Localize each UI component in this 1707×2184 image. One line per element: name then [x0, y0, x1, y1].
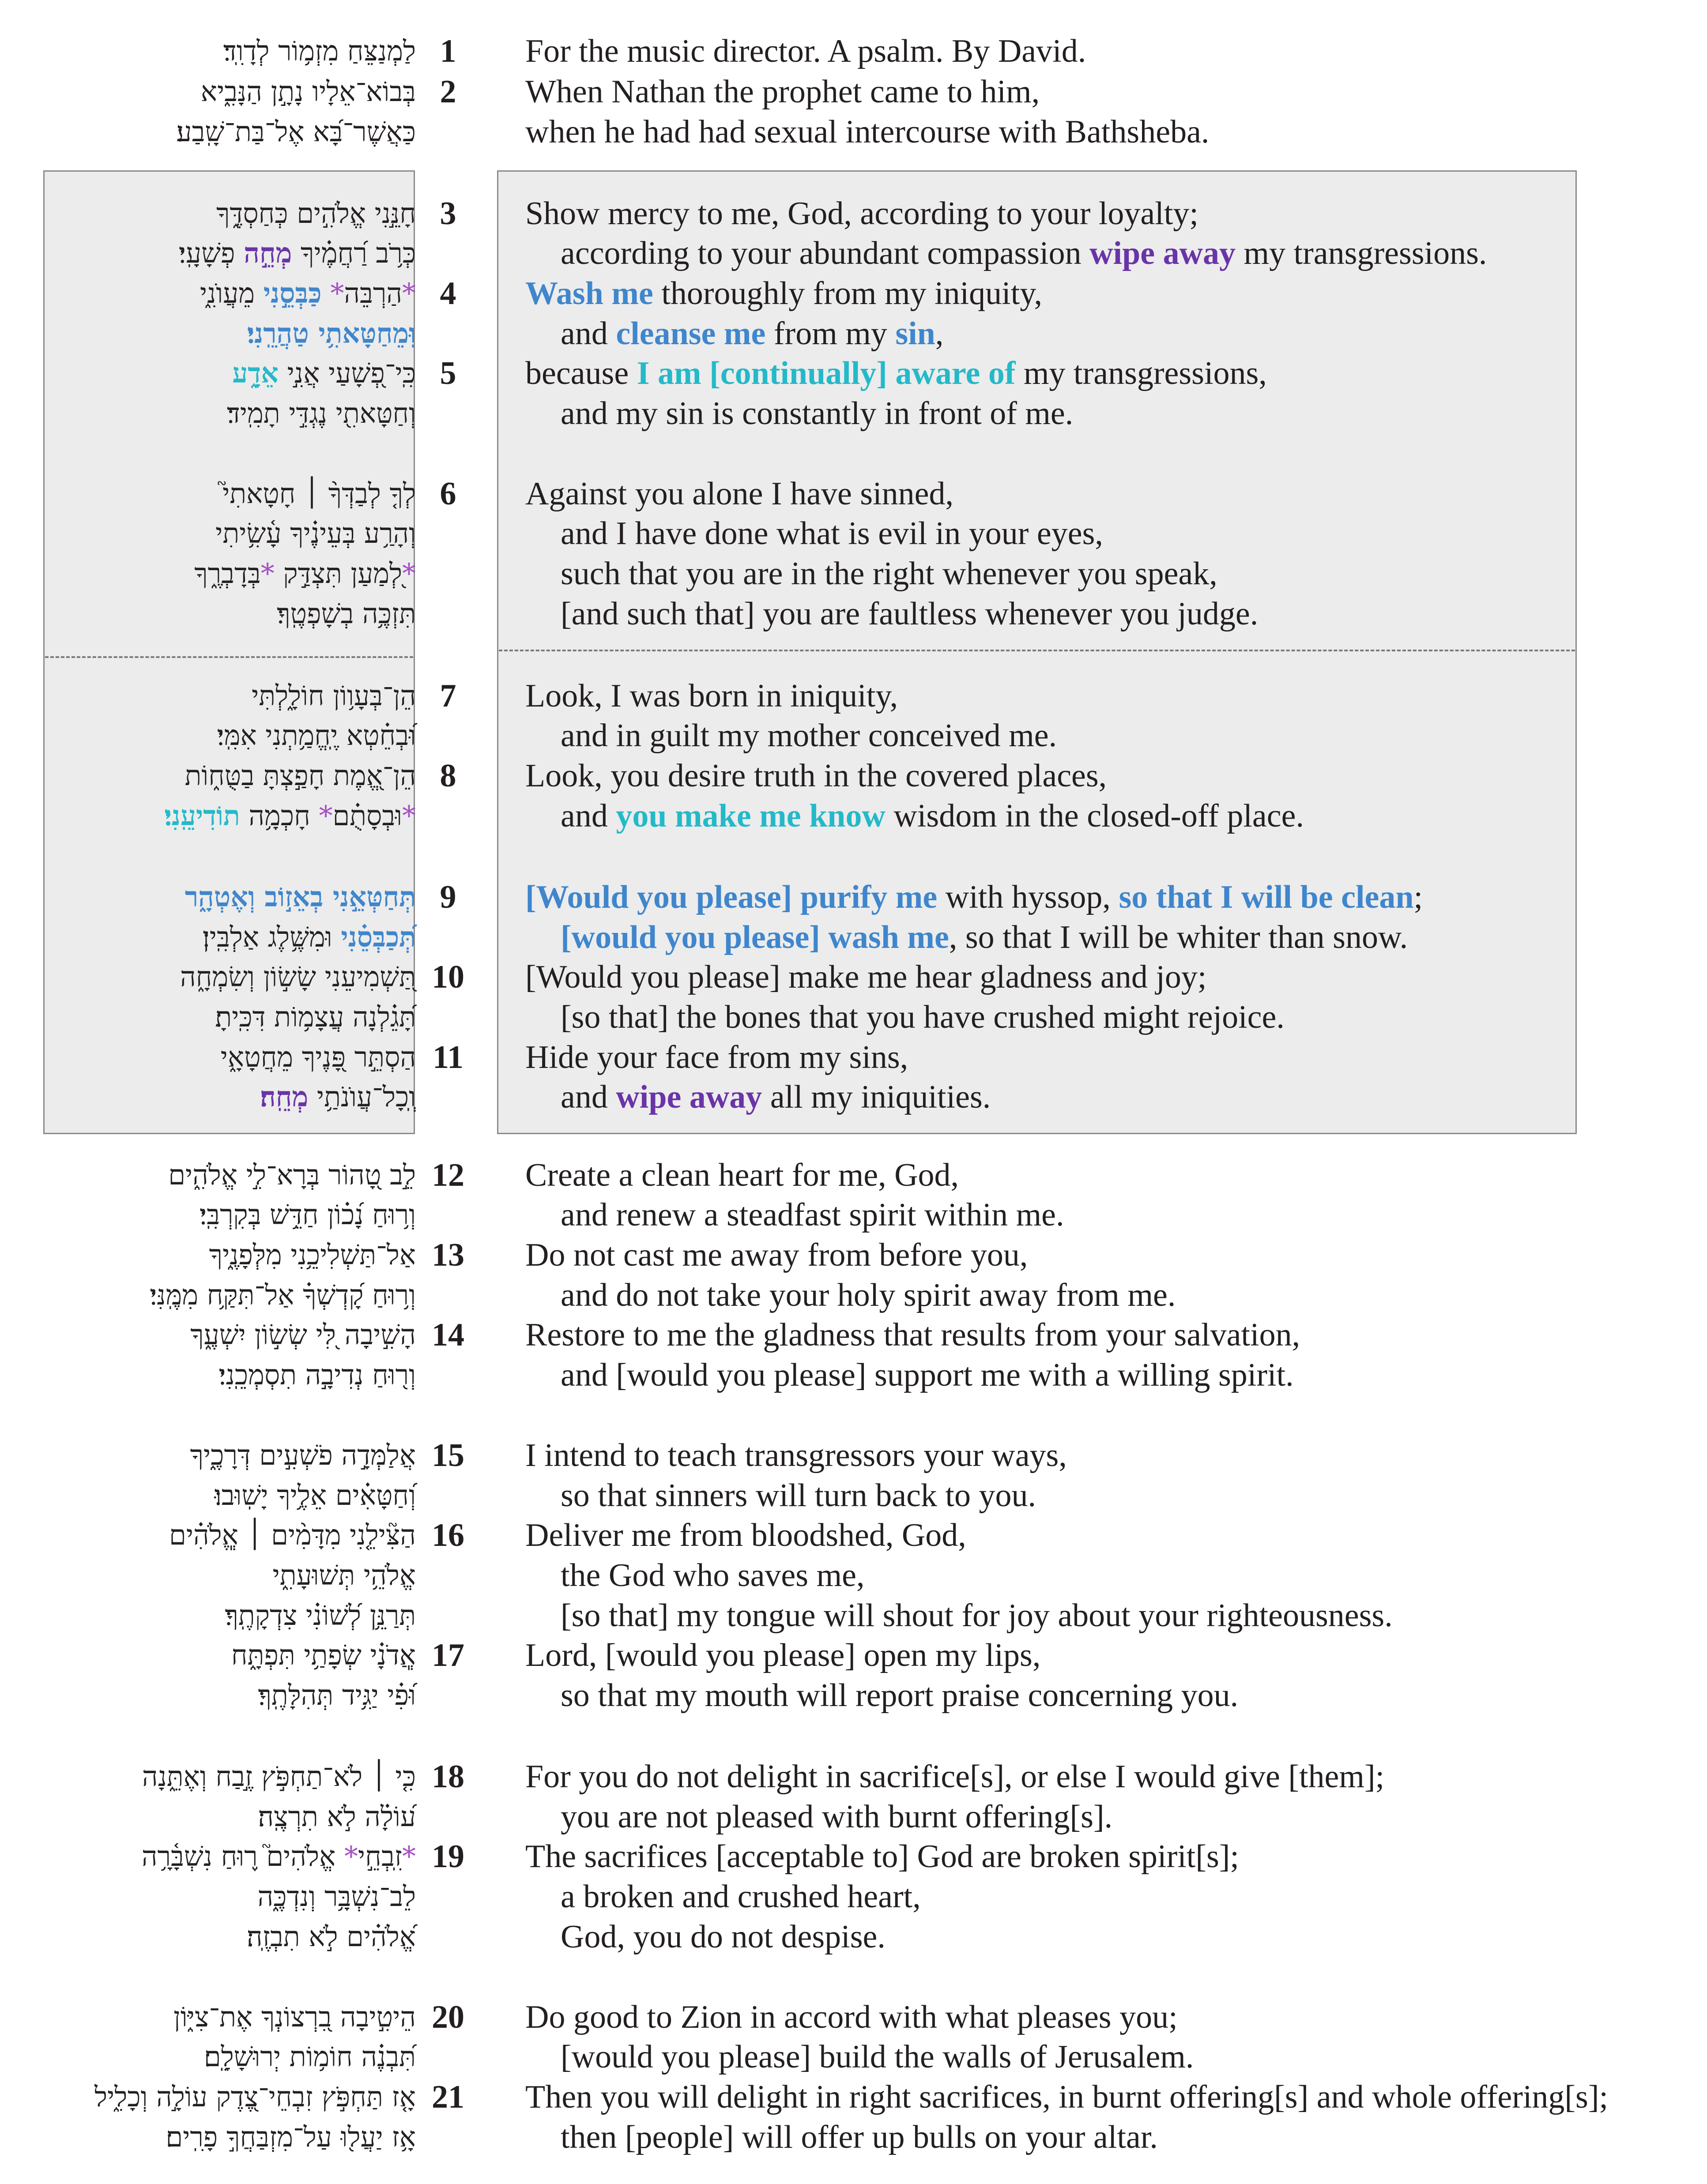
- hebrew-line: [201, 71, 416, 112]
- hebrew-line: [232, 353, 416, 394]
- english-continuation-line: [561, 1555, 864, 1596]
- text-segment: לֵ֣ב טָ֭הוֹר בְּרָא־לִ֣י אֱלֹהִ֑ים: [168, 1159, 416, 1191]
- text-segment: the God who saves me,: [561, 1557, 865, 1594]
- text-segment: תְּרַנֵּ֥ן לְ֝שׁוֹנִ֗י צִדְקָתֶֽךָ׃: [225, 1599, 416, 1631]
- hebrew-line: [190, 1315, 416, 1355]
- text-segment: you are not pleased with burnt offering[s].: [561, 1799, 1113, 1835]
- text-segment: my transgressions.: [1236, 235, 1487, 271]
- text-segment: אָ֥ז יַעֲל֖וּ עַל־מִזְבַּחֲךָ֣ פָרִֽים׃: [166, 2121, 416, 2153]
- text-segment: זִֽבְחֵ֣י: [358, 1840, 402, 1872]
- english-verse-line: [525, 756, 1107, 796]
- english-continuation-line: [561, 796, 1304, 836]
- verse-number: 2: [440, 74, 456, 110]
- english-continuation-line: [561, 594, 1258, 634]
- text-segment: [so that] my tongue will shout for joy about your righteousness.: [561, 1598, 1393, 1634]
- asterisk-marker: *: [330, 277, 344, 309]
- english-verse-line: [525, 676, 898, 716]
- english-verse-line: [525, 2077, 1608, 2117]
- asterisk-marker: *: [344, 1840, 358, 1872]
- text-segment: such that you are in the right whenever you speak,: [561, 556, 1217, 592]
- text-segment: וּמִשֶּׁ֥לֶג אַלְבִּֽין׃: [202, 921, 341, 953]
- text-segment: לְךָ֤ לְבַדְּךָ֨ ׀ חָטָאתִי֮: [222, 477, 416, 510]
- highlighted-text: wipe away: [1089, 235, 1236, 271]
- text-segment: בְּדָבְרֶ֑ךָ: [194, 557, 261, 590]
- text-segment: הַצִּ֘ילֵ֤נִי מִדָּמִ֨ים ׀ אֱֽלֹהִ֗ים: [169, 1519, 416, 1551]
- text-segment: Look, I was born in iniquity,: [525, 678, 898, 714]
- highlighted-text: תְּ֝כַבְּסֵ֗נִי: [341, 921, 416, 953]
- text-segment: Restore to me the gladness that results from your salvation,: [525, 1317, 1300, 1353]
- text-segment: אֱלֹהִים֮ ר֪וּחַ נִשְׁבָּ֫רָ֥ה: [141, 1840, 344, 1872]
- text-segment: so that sinners will turn back to you.: [561, 1477, 1036, 1514]
- text-segment: and in guilt my mother conceived me.: [561, 718, 1057, 754]
- text-segment: so that my mouth will report praise concerning you.: [561, 1677, 1239, 1714]
- verse-number: 10: [432, 959, 464, 995]
- verse-number: 5: [440, 355, 456, 391]
- english-continuation-line: [561, 2117, 1158, 2158]
- text-segment: וְר֥וּחַ קָ֝דְשְׁךָ֗ אַל־תִּקַּ֥ח מִמֶּֽנִּי׃: [150, 1279, 416, 1311]
- text-segment: [Would you please] make me hear gladness and joy;: [525, 959, 1207, 995]
- hebrew-line: [227, 393, 416, 434]
- hebrew-line: [94, 2077, 416, 2117]
- verse-number: 1: [440, 33, 456, 69]
- text-segment: and my sin is constantly in front of me.: [561, 395, 1074, 432]
- verse-number: 6: [440, 476, 456, 512]
- text-segment: all my iniquities.: [762, 1079, 991, 1115]
- highlighted-text: Wash me: [525, 275, 653, 312]
- hebrew-line: [221, 1037, 416, 1078]
- text-segment: [so that] the bones that you have crushed might rejoice.: [561, 999, 1285, 1035]
- text-segment: לַמְנַצֵּחַ מִזְמ֥וֹר לְדָוִֽד׃: [223, 35, 416, 67]
- hebrew-line: [185, 756, 416, 796]
- verse-number: 11: [433, 1039, 463, 1075]
- hebrew-line: [200, 273, 416, 314]
- text-segment: For the music director. A psalm. By David.: [525, 33, 1086, 69]
- highlighted-text: מְחֵ֣ה: [244, 237, 292, 269]
- hebrew-line: [179, 233, 416, 274]
- english-continuation-line: [561, 1675, 1238, 1716]
- hebrew-line: [252, 676, 416, 716]
- english-verse-line: [525, 71, 1040, 112]
- text-segment: Look, you desire truth in the covered places,: [525, 758, 1107, 794]
- text-segment: thoroughly from my iniquity,: [653, 275, 1042, 312]
- text-segment: The sacrifices [acceptable to] God are broken spirit[s];: [525, 1838, 1239, 1875]
- english-continuation-line: [561, 1797, 1112, 1837]
- text-segment: לֵב־נִשְׁבָּ֥ר וְנִדְכֶּ֑ה: [257, 1880, 416, 1913]
- verse-number: 20: [432, 1999, 464, 2035]
- text-segment: וְר֖וּחַ נְדִיבָ֣ה תִסְמְכֵֽנִי׃: [219, 1359, 416, 1391]
- english-continuation-line: [561, 1077, 991, 1117]
- highlighted-text: you make me know: [616, 798, 886, 834]
- highlighted-text: cleanse me: [616, 316, 766, 352]
- english-verse-line: [525, 353, 1267, 394]
- english-verse-line: [525, 31, 1086, 71]
- highlighted-text: [would you please] wash me: [561, 919, 949, 955]
- english-continuation-line: [561, 1917, 886, 1957]
- text-segment: וּ֝פִ֗י יַגִּ֥יד תְּהִלָּתֶֽךָ׃: [258, 1679, 416, 1711]
- english-continuation-line: [561, 513, 1103, 554]
- text-segment: פְשָׁעָֽי׃: [178, 237, 244, 269]
- asterisk-marker: *: [260, 557, 275, 590]
- highlighted-text: so that I will be clean: [1119, 879, 1414, 915]
- highlighted-text: תוֹדִיעֵֽנִי׃: [164, 800, 240, 832]
- text-segment: Do not cast me away from before you,: [525, 1237, 1028, 1273]
- english-verse-line: [525, 877, 1423, 917]
- hebrew-line: [168, 1155, 416, 1195]
- english-verse-line: [525, 1155, 959, 1195]
- english-continuation-line: [561, 1595, 1393, 1636]
- english-continuation-line: [561, 997, 1285, 1037]
- text-segment: לְ֭מַעַן תִּצְדַּ֣ק: [274, 557, 402, 590]
- hebrew-line: [190, 1435, 416, 1476]
- text-segment: and [would you please] support me with a willing spirit.: [561, 1357, 1294, 1393]
- highlighted-text: [Would you please] purify me: [525, 879, 938, 915]
- hebrew-line: [209, 1235, 416, 1275]
- hebrew-line: [194, 553, 416, 594]
- asterisk-marker: *: [402, 557, 416, 590]
- english-continuation-line: [561, 313, 943, 354]
- english-continuation-line: [561, 1275, 1176, 1316]
- text-segment: and renew a steadfast spirit within me.: [561, 1197, 1064, 1233]
- text-segment: I intend to teach transgressors your ways,: [525, 1437, 1067, 1474]
- english-verse-line: [525, 193, 1198, 234]
- verse-number: 18: [432, 1759, 464, 1795]
- verse-number: 15: [432, 1437, 464, 1474]
- hebrew-line: [258, 1797, 416, 1837]
- text-segment: כְּרֹ֥ב רַ֝חֲמֶ֗יךָ: [292, 237, 416, 269]
- hebrew-line: [225, 1595, 416, 1636]
- hebrew-line: [217, 715, 416, 756]
- text-segment: כִּֽי־פְ֭שָׁעַי אֲנִ֣י: [278, 357, 416, 389]
- highlighted-text: sin: [895, 316, 935, 352]
- verse-number: 13: [432, 1237, 464, 1273]
- hebrew-line: [216, 193, 416, 234]
- text-segment: Then you will delight in right sacrifices, in burnt offering[s] and whole offering[s];: [525, 2079, 1609, 2115]
- text-segment: Show mercy to me, God, according to your loyalty;: [525, 195, 1198, 232]
- hebrew-line: [222, 474, 416, 514]
- text-segment: וְֽכָל־עֲוֺנֹתַ֥י: [308, 1081, 416, 1113]
- highlighted-text: כַּבְּסֵ֣נִי: [263, 277, 322, 309]
- text-segment: ע֝וֹלָ֗ה לֹ֣א תִרְצֶֽה׃: [258, 1801, 416, 1833]
- highlighted-text: אֵדָ֑ע: [232, 357, 279, 389]
- text-segment: with hyssop,: [937, 879, 1119, 915]
- text-segment: אֱ֝לֹהִ֗ים לֹ֣א תִבְזֶֽה׃: [246, 1921, 416, 1953]
- hebrew-line: [176, 112, 416, 152]
- text-segment: תַּ֭שְׁמִיעֵנִי שָׂשׂ֣וֹן וְשִׂמְחָ֑ה: [180, 961, 416, 993]
- text-segment: according to your abundant compassion: [561, 235, 1090, 271]
- hebrew-line: [258, 1675, 416, 1716]
- hebrew-line: [219, 1355, 416, 1395]
- hebrew-line: [150, 1275, 416, 1316]
- verse-number: 16: [432, 1517, 464, 1553]
- text-segment: and I have done what is evil in your eyes,: [561, 515, 1103, 552]
- hebrew-line: [142, 1836, 416, 1877]
- english-continuation-line: [561, 1876, 921, 1917]
- text-segment: חָכְמָ֥ה: [240, 800, 319, 832]
- text-segment: Against you alone I have sinned,: [525, 476, 953, 512]
- text-segment: Lord, [would you please] open my lips,: [525, 1637, 1041, 1673]
- english-continuation-line: [561, 1195, 1064, 1235]
- verse-number: 3: [440, 195, 456, 232]
- text-segment: For you do not delight in sacrifice[s], or else I would give [them];: [525, 1759, 1385, 1795]
- verse-number: 9: [440, 879, 456, 915]
- hebrew-line: [200, 1195, 416, 1235]
- text-segment: וְחַטָּאתִ֖י נֶגְדִּ֣י תָמִֽיד׃: [226, 397, 416, 429]
- english-verse-line: [525, 1037, 908, 1078]
- verse-number: 8: [440, 758, 456, 794]
- hebrew-line: [173, 1997, 416, 2037]
- verse-number: 12: [432, 1157, 464, 1193]
- hebrew-line: [166, 2117, 416, 2158]
- text-segment: and: [561, 798, 616, 834]
- text-segment: and do not take your holy spirit away from me.: [561, 1277, 1176, 1313]
- text-segment: אֱלֹהֵ֥י תְּשׁוּעָתִ֑י: [272, 1559, 416, 1591]
- text-segment: [would you please] build the walls of Jerusalem.: [561, 2039, 1194, 2075]
- hebrew-line: [277, 594, 416, 634]
- text-segment: אַל־תַּשְׁלִיכֵ֥נִי מִלְּפָנֶ֑יךָ: [209, 1239, 416, 1271]
- verse-number: 4: [440, 275, 456, 312]
- text-segment: מֵעֲוֺנִ֑י: [200, 277, 264, 309]
- text-segment: , so that I will be whiter than snow.: [949, 919, 1408, 955]
- english-verse-line: [525, 1315, 1300, 1355]
- text-segment: וְהָרַ֥ע בְּעֵינֶ֗יךָ עָ֫שִׂ֥יתִי: [215, 517, 416, 549]
- hebrew-line: [257, 1876, 416, 1917]
- text-segment: כַּאֲשֶׁר־בָּ֝א אֶל־בַּת־שָֽׁבַע׃: [176, 116, 416, 148]
- text-segment: [and such that] you are faultless whenever you judge.: [561, 596, 1259, 632]
- english-continuation-line: [525, 112, 1209, 152]
- text-segment: אֲֽדֹנָ֗י שְׂפָתַ֥י תִּפְתָּ֑ח: [231, 1639, 416, 1671]
- text-segment: and: [561, 316, 616, 352]
- text-segment: from my: [765, 316, 896, 352]
- text-segment: וּבְסָתֻ֗ם: [332, 800, 402, 832]
- text-segment: הַרְבֵּה: [344, 277, 402, 309]
- english-continuation-line: [561, 393, 1073, 434]
- text-segment: wisdom in the closed-off place.: [885, 798, 1304, 834]
- text-segment: וְ֝חַטָּאִ֗ים אֵלֶ֥יךָ יָשֽׁוּבוּ׃: [214, 1479, 416, 1511]
- text-segment: הַסְתֵּ֣ר פָּ֭נֶיךָ מֵחֲטָאָ֑י: [220, 1041, 416, 1073]
- hebrew-line: [169, 1515, 416, 1556]
- english-continuation-line: [561, 715, 1057, 756]
- english-verse-line: [525, 1235, 1028, 1275]
- text-segment: אֲלַמְּדָ֣ה פֹשְׁעִ֣ים דְּרָכֶ֑יךָ: [190, 1439, 416, 1471]
- highlighted-text: וּֽמֵחַטָּאתִ֥י טַהֲרֵֽנִי׃: [247, 317, 416, 350]
- text-segment: Deliver me from bloodshed, God,: [525, 1517, 966, 1553]
- english-section-divider: [499, 650, 1575, 651]
- text-segment: a broken and crushed heart,: [561, 1879, 921, 1915]
- text-segment: my transgressions,: [1015, 355, 1267, 391]
- hebrew-line: [185, 877, 416, 917]
- text-segment: Hide your face from my sins,: [525, 1039, 908, 1075]
- text-segment: הֵן־בְּעָו֥וֹן חוֹלָ֑לְתִּי: [251, 680, 416, 712]
- text-segment: תִּ֝בְנֶ֗ה חוֹמ֥וֹת יְרוּשָׁלִָֽם׃: [203, 2041, 416, 2073]
- verse-number: 19: [432, 1838, 464, 1875]
- hebrew-line: [204, 2037, 416, 2077]
- text-segment: Create a clean heart for me, God,: [525, 1157, 959, 1193]
- text-segment: God, you do not despise.: [561, 1919, 886, 1955]
- english-verse-line: [525, 1635, 1040, 1676]
- english-verse-line: [525, 1435, 1067, 1476]
- asterisk-marker: *: [319, 800, 333, 832]
- text-segment: when he had had sexual intercourse with Bathsheba.: [525, 114, 1210, 150]
- hebrew-line: [231, 1635, 416, 1676]
- hebrew-line: [203, 917, 416, 958]
- english-verse-line: [525, 1836, 1239, 1877]
- hebrew-line: [164, 796, 416, 836]
- hebrew-line: [215, 997, 416, 1037]
- text-segment: הָשִׁ֣יבָה לִּ֭י שְׂשׂ֣וֹן יִשְׁעֶ֑ךָ: [190, 1319, 416, 1351]
- english-verse-line: [525, 273, 1042, 314]
- text-segment: אָ֤ז תַּחְפֹּ֣ץ זִבְחֵי־צֶ֭דֶק עוֹלָ֣ה וְכָלִ֑יל: [94, 2081, 416, 2113]
- english-continuation-line: [561, 917, 1408, 958]
- hebrew-line: [260, 1077, 416, 1117]
- highlighted-text: wipe away: [616, 1079, 762, 1115]
- hebrew-line: [215, 513, 416, 554]
- highlighted-text: I am [continually] aware of: [637, 355, 1016, 391]
- asterisk-marker: *: [402, 1840, 416, 1872]
- text-segment: הֵיטִ֣יבָה בִ֭רְצוֹנְךָ אֶת־צִיּ֑וֹן: [173, 2001, 416, 2033]
- text-segment: Do good to Zion in accord with what pleases you;: [525, 1999, 1178, 2035]
- english-verse-line: [525, 1997, 1178, 2037]
- hebrew-line: [247, 1917, 416, 1957]
- text-segment: When Nathan the prophet came to him,: [525, 74, 1040, 110]
- text-segment: then [people] will offer up bulls on your altar.: [561, 2119, 1158, 2155]
- text-segment: ;: [1413, 879, 1423, 915]
- verse-number: 7: [440, 678, 456, 714]
- text-segment: [322, 277, 331, 309]
- english-verse-line: [525, 474, 953, 514]
- highlighted-text: מְחֵֽה׃: [260, 1081, 309, 1113]
- text-segment: וּ֝בְחֵ֗טְא יֶֽחֱמַ֥תְנִי אִמִּֽי׃: [217, 719, 416, 752]
- verse-number: 14: [432, 1317, 464, 1353]
- highlighted-text: תְּחַטְּאֵ֣נִי בְאֵז֣וֹב וְאֶטְהָ֑ר: [185, 881, 416, 913]
- asterisk-marker: *: [402, 800, 416, 832]
- text-segment: הֵן־אֱ֭מֶת חָפַ֣צְתָּ בַטֻּח֑וֹת: [185, 759, 416, 792]
- hebrew-line: [272, 1555, 416, 1596]
- text-segment: and: [561, 1079, 616, 1115]
- asterisk-marker: *: [402, 277, 416, 309]
- text-segment: תָּ֝גֵ֗לְנָה עֲצָמ֥וֹת דִּכִּֽיתָ׃: [215, 1001, 416, 1033]
- verse-number: 17: [432, 1637, 464, 1673]
- verse-number: 21: [432, 2079, 464, 2115]
- english-continuation-line: [561, 233, 1487, 274]
- text-segment: because: [525, 355, 637, 391]
- hebrew-line: [223, 31, 416, 71]
- english-verse-line: [525, 1756, 1384, 1797]
- text-segment: תִּזְכֶּ֥ה בְשָׁפְטֶֽךָ׃: [277, 598, 416, 630]
- hebrew-line: [142, 1756, 416, 1797]
- text-segment: ,: [935, 316, 944, 352]
- english-continuation-line: [561, 2037, 1194, 2077]
- english-verse-line: [525, 957, 1206, 997]
- text-segment: בְּבוֹא־אֵלָיו נָתָ֣ן הַנָּבִ֑יא: [200, 75, 416, 108]
- text-segment: כִּ֤י ׀ לֹא־תַחְפֹּ֣ץ זֶ֣בַח וְאֶתֵּ֑נָה: [142, 1760, 416, 1793]
- hebrew-line: [247, 313, 416, 354]
- hebrew-section-divider: [45, 656, 413, 658]
- hebrew-line: [180, 957, 416, 997]
- english-continuation-line: [561, 1475, 1036, 1516]
- english-verse-line: [525, 1515, 966, 1556]
- english-continuation-line: [561, 553, 1217, 594]
- text-segment: חָנֵּ֣נִי אֱלֹהִ֣ים כְּחַסְדֶּ֑ךָ: [216, 197, 416, 229]
- text-segment: וְר֥וּחַ נָ֝כ֗וֹן חַדֵּ֥שׁ בְּקִרְבִּֽי׃: [199, 1199, 416, 1231]
- hebrew-line: [215, 1475, 416, 1516]
- english-continuation-line: [561, 1355, 1294, 1395]
